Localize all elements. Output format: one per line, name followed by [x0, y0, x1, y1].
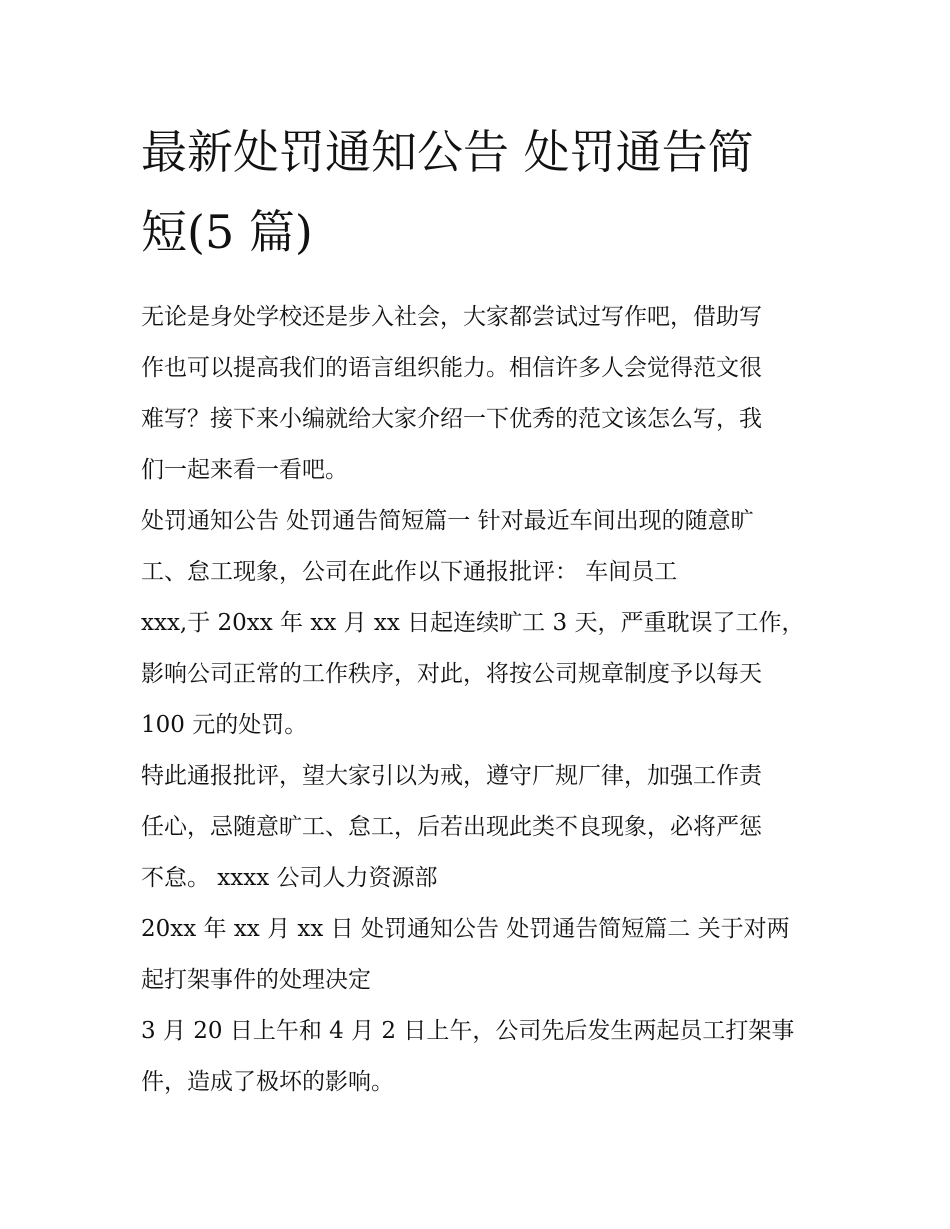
text-line: 不怠。 xxxx 公司人力资源部 — [141, 865, 438, 891]
text-line: 作也可以提高我们的语言组织能力。相信许多人会觉得范文很 — [141, 355, 762, 381]
text-line: 件，造成了极坏的影响。 — [141, 1069, 394, 1095]
text-line: 3 月 20 日上午和 4 月 2 日上午，公司先后发生两起员工打架事 — [141, 1018, 795, 1044]
title-line: 短(5 篇) — [141, 205, 313, 259]
text-line: 20xx 年 xx 月 xx 日 处罚通知公告 处罚通告简短篇二 关于对两 — [141, 916, 790, 942]
text-line: 特此通报批评，望大家引以为戒，遵守厂规厂律，加强工作责 — [141, 763, 762, 789]
text-line: 100 元的处罚。 — [141, 712, 308, 738]
paragraph-incident — [141, 1006, 813, 1108]
text-line: 影响公司正常的工作秩序，对此，将按公司规章制度予以每天 — [141, 661, 762, 687]
text-line: 工、怠工现象，公司在此作以下通报批评： 车间员工 — [141, 559, 678, 585]
text-line: 们一起来看一看吧。 — [141, 457, 348, 483]
paragraph-notice-one — [141, 496, 813, 751]
text-line: 任心，忌随意旷工、怠工，后若出现此类不良现象，必将严惩 — [141, 814, 762, 840]
text-line: 处罚通知公告 处罚通告简短篇一 针对最近车间出现的随意旷 — [141, 508, 754, 534]
paragraph-intro — [141, 292, 813, 496]
text-line: 起打架事件的处理决定 — [141, 967, 371, 993]
document-page — [141, 112, 813, 1108]
paragraph-criticism — [141, 751, 813, 904]
text-line: xxx,于 20xx 年 xx 月 xx 日起连续旷工 3 天，严重耽误了工作， — [141, 610, 805, 636]
paragraph-notice-two — [141, 904, 813, 1006]
text-line: 难写？接下来小编就给大家介绍一下优秀的范文该怎么写，我 — [141, 406, 762, 432]
document-body — [141, 292, 813, 1108]
text-line: 无论是身处学校还是步入社会，大家都尝试过写作吧，借助写 — [141, 304, 762, 330]
title-line: 最新处罚通知公告 处罚通告简 — [141, 125, 754, 179]
document-title — [141, 112, 813, 272]
